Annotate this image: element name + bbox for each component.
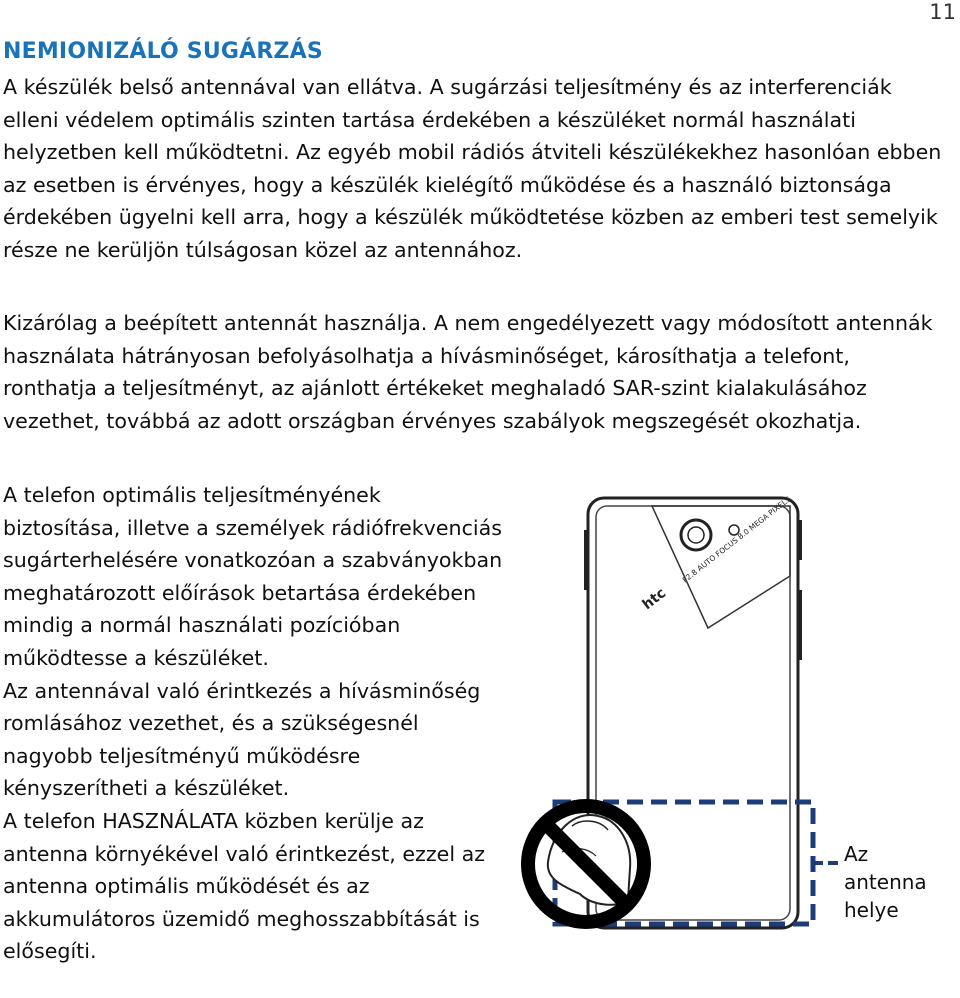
camera-lens-icon bbox=[681, 520, 711, 550]
section-heading: NEMIONIZÁLÓ SUGÁRZÁS bbox=[3, 39, 323, 64]
paragraph-builtin-antenna: Kizárólag a beépített antennát használja. A nem engedélyezett vagy módosított antennák használata hátrányosan befolyásolhatja a hívásminőséget, károsíthatja a telefont, ronthatja a teljesítményt, az ajánlott értékeket meghaladó SAR-szint kialakulásához vezethet, továbbá az adott országban érvényes szabályok megszegését okozhatja. bbox=[3, 311, 933, 433]
side-paragraph-avoid-contact: A telefon HASZNÁLATA közben kerülje az antenna környékével való érintkezést, ezzel az antenna optimális működését és az akkumulátoros üzemidő meghosszabbítását is elősegíti. bbox=[3, 808, 486, 964]
side-text bbox=[3, 479, 503, 968]
side-paragraph-optimal-use: A telefon optimális teljesítményének biztosítása, illetve a személyek rádiófrekvenciás sugárterhelésére vonatkozóan a szabványokban meghatározott előírások betartása érdekében mindig a normál használati pozícióban működtesse a készüléket. bbox=[3, 483, 503, 670]
antenna-label-line-3: helye bbox=[844, 898, 899, 922]
paragraph-antenna-info: A készülék belső antennával van ellátva. A sugárzási teljesítmény és az interferenciák elleni védelem optimális szinten tartása érdekében a készüléket normál használati helyzetben kell működtetni. Az egyéb mobil rádiós átviteli készülékekhez hasonlóan ebben az esetben is érvényes, hogy a készülék kielégítő működése és a használó biztonsága érdekében ügyelni kell arra, hogy a készülék működtetése közben az emberi test semelyik része ne kerüljön túlságosan közel az antennához. bbox=[3, 75, 942, 262]
htc-logo: htc bbox=[639, 585, 670, 614]
antenna-label-line-1: Az bbox=[844, 842, 869, 866]
side-paragraph-antenna-contact: Az antennával való érintkezés a hívásminőség romlásához vezethet, és a szükségesnél nagyobb teljesítményű működésre kényszerítheti a készüléket. bbox=[3, 678, 481, 801]
camera-lens-inner bbox=[688, 527, 704, 543]
antenna-label-line-2: antenna bbox=[844, 870, 927, 894]
side-button-right bbox=[798, 590, 802, 660]
camera-panel bbox=[652, 506, 790, 628]
camera-spec-text: F2.8 AUTO FOCUS 8.0 MEGA PIXELS bbox=[680, 494, 793, 585]
antenna-location-label bbox=[844, 840, 954, 924]
side-button-left bbox=[584, 530, 588, 590]
side-button-right-top bbox=[798, 520, 802, 560]
page-number: 11 bbox=[929, 0, 956, 24]
